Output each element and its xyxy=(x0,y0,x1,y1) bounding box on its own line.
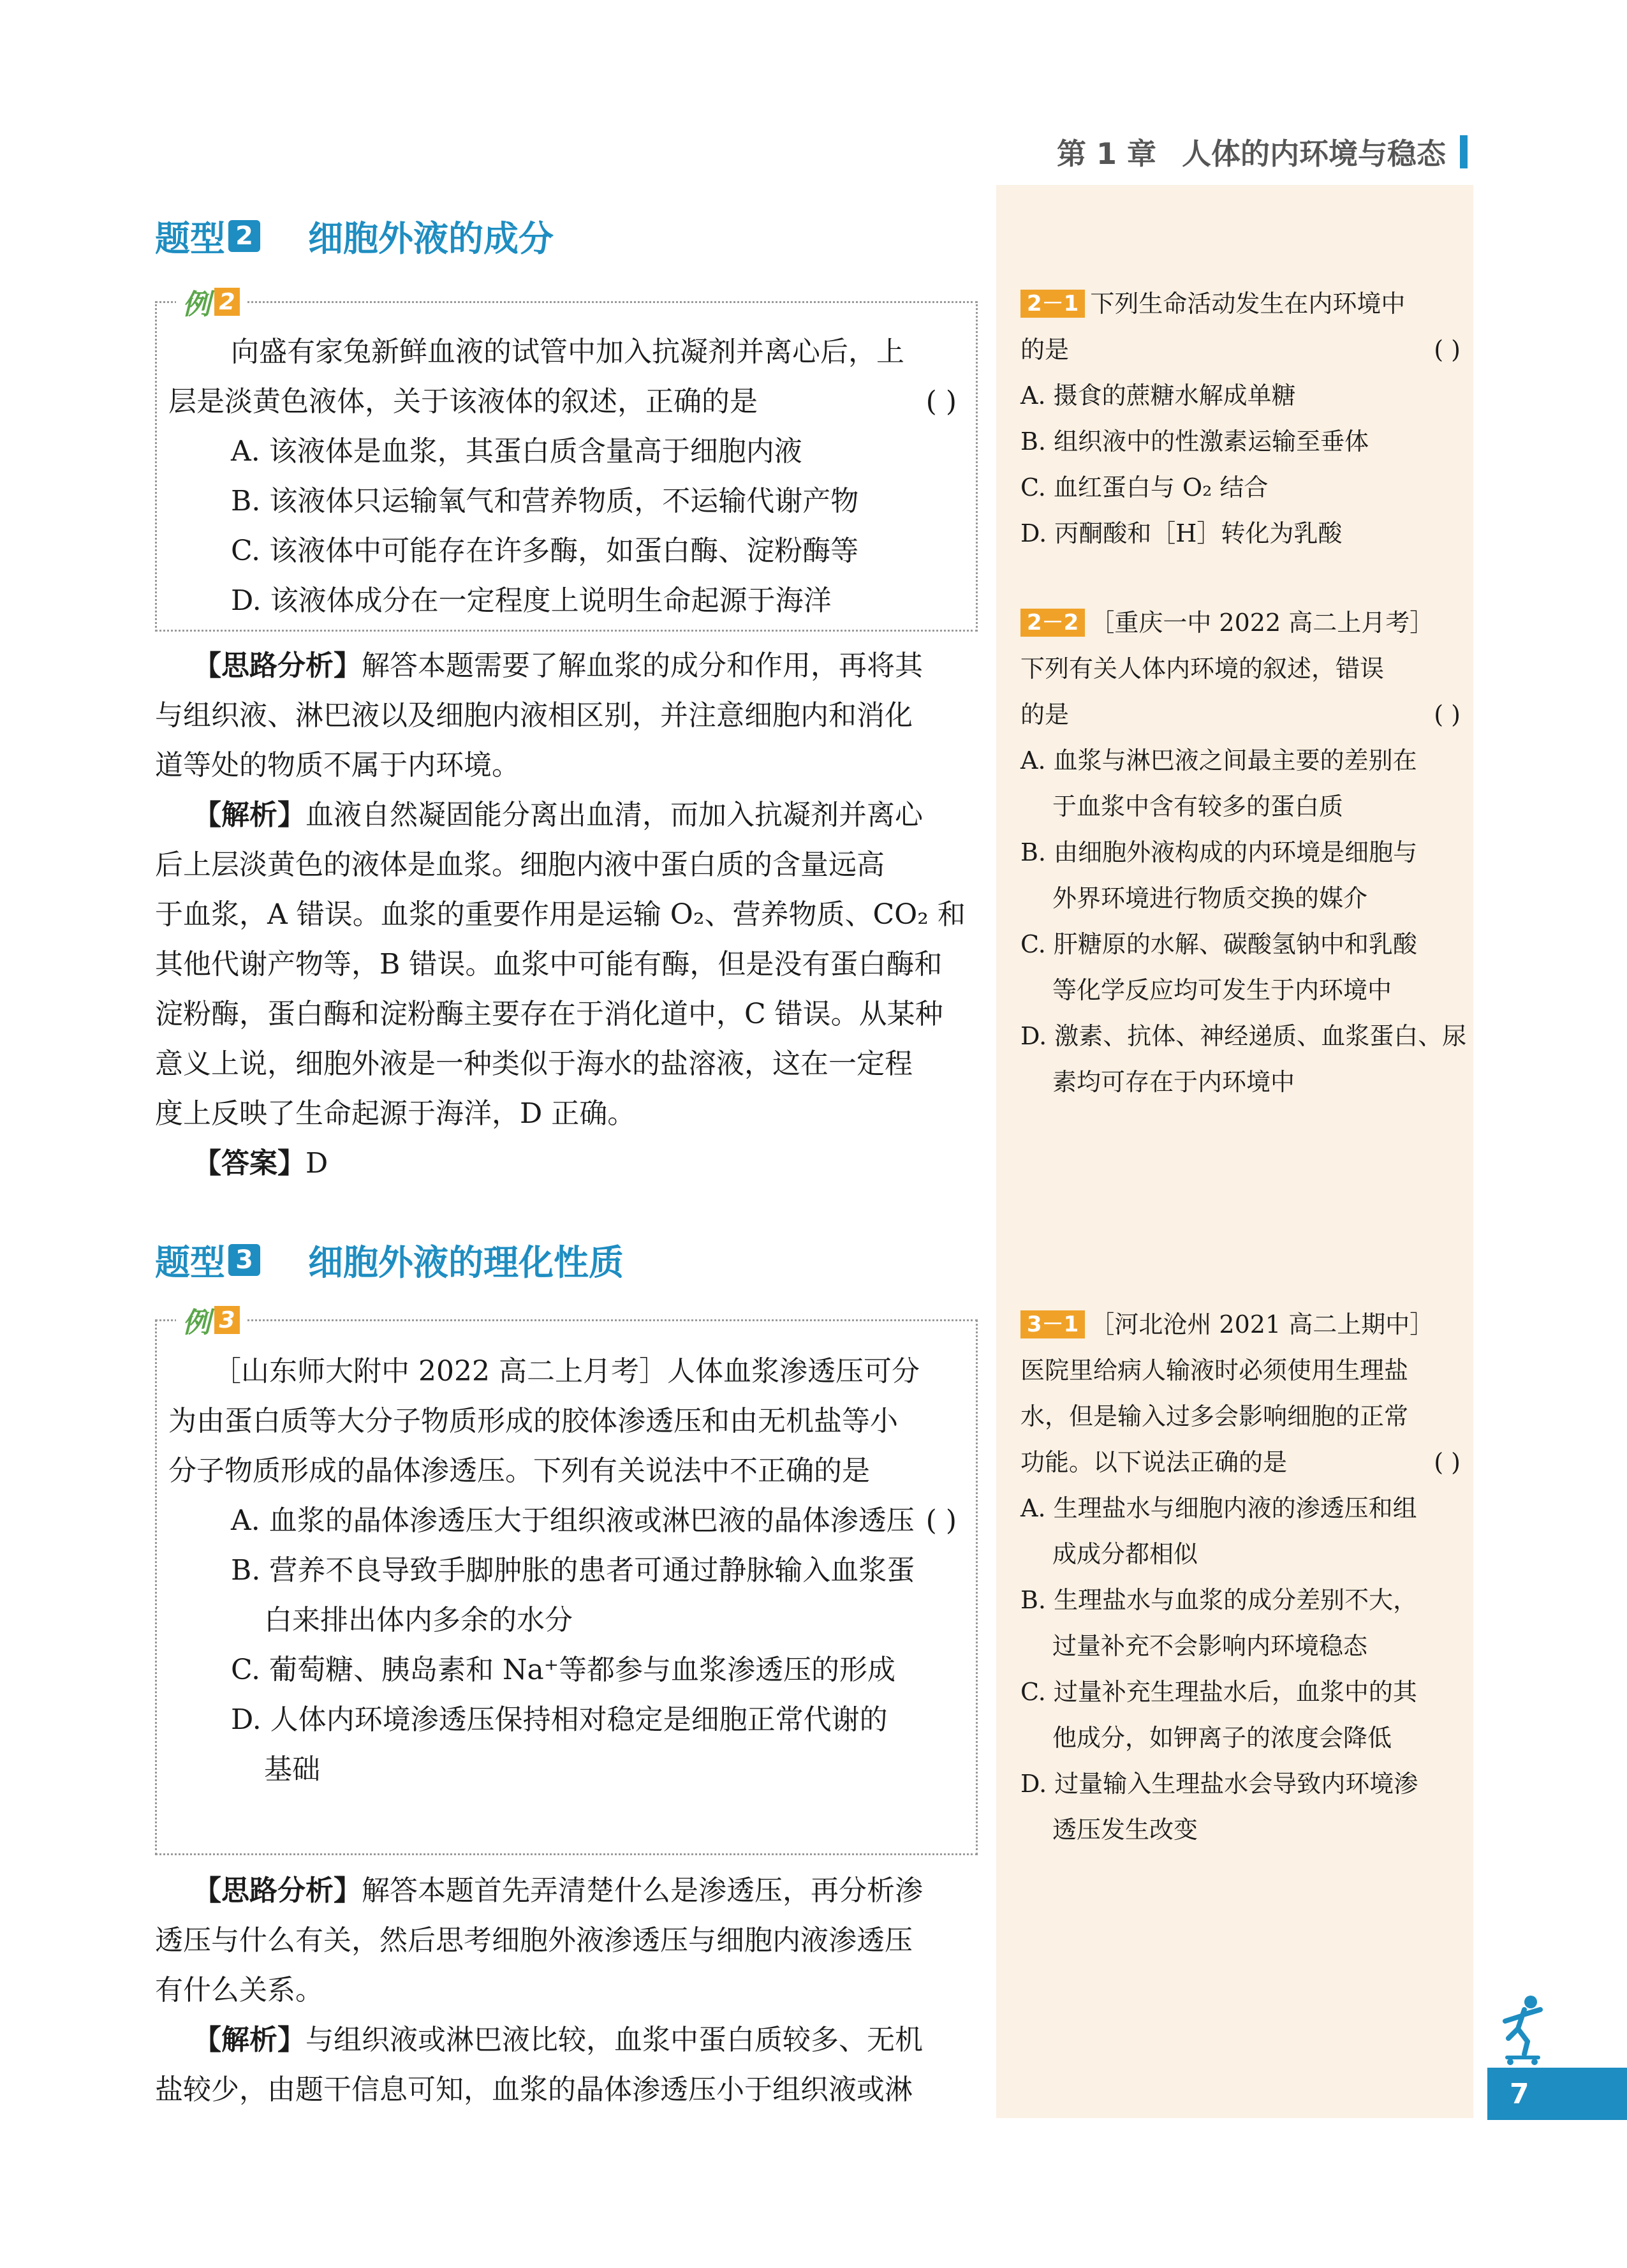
idea-line xyxy=(155,1866,984,1916)
example-number: 3 xyxy=(214,1306,240,1334)
exercise-tag: 2－2 xyxy=(1020,609,1085,637)
section-title-2 xyxy=(155,211,554,261)
option: C. 过量补充生理盐水后，血浆中的其 xyxy=(1020,1678,1417,1706)
exercise-line: 下列有关人体内环境的叙述，错误 xyxy=(1020,655,1385,683)
section-label: 题型 xyxy=(155,1242,226,1283)
option: C. 肝糖原的水解、碳酸氢钠中和乳酸 xyxy=(1020,930,1417,958)
example-tag xyxy=(176,281,246,322)
section-number: 3 xyxy=(228,1244,260,1276)
option: C. 血红蛋白与 O₂ 结合 xyxy=(1020,473,1269,501)
option: A. 该液体是血浆，其蛋白质含量高于细胞内液 xyxy=(231,435,802,468)
exercise-text: 功能。以下说法正确的是 xyxy=(1020,1448,1288,1476)
option: D. 过量输入生理盐水会导致内环境渗 xyxy=(1020,1770,1418,1798)
option-cont: 过量补充不会影响内环境稳态 xyxy=(1052,1632,1368,1660)
exercise-line xyxy=(1020,600,1461,646)
example-tag xyxy=(176,1300,246,1340)
option-cont: 透压发生改变 xyxy=(1052,1816,1198,1844)
page-number xyxy=(1487,2068,1627,2120)
answer-value: D xyxy=(306,1147,328,1180)
solution-text: 与组织液或淋巴液比较，血浆中蛋白质较多、无机 xyxy=(306,2024,923,2056)
stem-line xyxy=(157,377,976,427)
idea-label: 【思路分析】 xyxy=(193,1874,362,1907)
exercise-text: 的是 xyxy=(1020,700,1070,729)
exercise-line xyxy=(1020,327,1461,373)
exercise-tag: 3－1 xyxy=(1020,1310,1085,1338)
solution-line: 盐较少，由题干信息可知，血浆的晶体渗透压小于组织液或淋 xyxy=(155,2073,913,2106)
option-cont: 于血浆中含有较多的蛋白质 xyxy=(1052,792,1344,820)
option: D. 该液体成分在一定程度上说明生命起源于海洋 xyxy=(231,584,832,617)
answer-line xyxy=(155,1139,984,1189)
section-heading: 细胞外液的理化性质 xyxy=(308,1242,624,1283)
solution-line: 淀粉酶，蛋白酶和淀粉酶主要存在于消化道中，C 错误。从某种 xyxy=(155,998,943,1030)
idea-text: 解答本题需要了解血浆的成分和作用，再将其 xyxy=(362,649,923,682)
idea-text: 解答本题首先弄清楚什么是渗透压，再分析渗 xyxy=(362,1874,923,1907)
solution-line xyxy=(155,2015,984,2065)
solution-text: 血液自然凝固能分离出血清，而加入抗凝剂并离心 xyxy=(306,799,923,831)
exercise-line xyxy=(1020,1301,1461,1347)
solution-line: 度上反映了生命起源于海洋，D 正确。 xyxy=(155,1097,636,1130)
answer-bracket: ( ) xyxy=(925,385,957,418)
idea-line: 有什么关系。 xyxy=(155,1974,323,2006)
exercise-line xyxy=(1020,692,1461,737)
analysis-2 xyxy=(155,641,984,1189)
option-cont: 成成分都相似 xyxy=(1052,1540,1198,1568)
option: B. 该液体只运输氧气和营养物质，不运输代谢产物 xyxy=(231,485,859,517)
idea-label: 【思路分析】 xyxy=(193,649,362,682)
solution-line: 其他代谢产物等，B 错误。血浆中可能有酶，但是没有蛋白酶和 xyxy=(155,948,943,981)
section-heading: 细胞外液的成分 xyxy=(308,218,554,259)
exercise-2-2 xyxy=(1020,600,1467,1105)
option: A. 血浆与淋巴液之间最主要的差别在 xyxy=(1020,746,1417,775)
skater-icon xyxy=(1486,1990,1563,2067)
exercise-tag: 2－1 xyxy=(1020,290,1085,318)
option: A. 血浆的晶体渗透压大于组织液或淋巴液的晶体渗透压 xyxy=(231,1504,915,1537)
exercise-line xyxy=(1020,281,1461,327)
stem-line: ［山东师大附中 2022 高二上月考］人体血浆渗透压可分 xyxy=(213,1355,920,1388)
example-box-3 xyxy=(155,1307,978,1855)
idea-line: 与组织液、淋巴液以及细胞内液相区别，并注意细胞内和消化 xyxy=(155,699,913,732)
solution-line xyxy=(155,790,984,840)
exercise-text: ［河北沧州 2021 高二上期中］ xyxy=(1090,1310,1434,1338)
example-box-2 xyxy=(155,288,978,632)
example-label: 例 xyxy=(182,1307,210,1339)
solution-line: 于血浆，A 错误。血浆的重要作用是运输 O₂、营养物质、CO₂ 和 xyxy=(155,898,966,931)
exercise-text: 的是 xyxy=(1020,336,1070,364)
solution-line: 后上层淡黄色的液体是血浆。细胞内液中蛋白质的含量远高 xyxy=(155,849,885,881)
page-number-text: 7 xyxy=(1510,2077,1529,2110)
example-label: 例 xyxy=(182,288,210,321)
exercise-3-1 xyxy=(1020,1301,1461,1853)
option: C. 葡萄糖、胰岛素和 Na⁺等都参与血浆渗透压的形成 xyxy=(231,1654,896,1686)
option: A. 摄食的蔗糖水解成单糖 xyxy=(1020,382,1296,410)
option: D. 丙酮酸和［H］转化为乳酸 xyxy=(1020,519,1343,547)
option: B. 组织液中的性激素运输至垂体 xyxy=(1020,427,1369,456)
exercise-line: 水，但是输入过多会影响细胞的正常 xyxy=(1020,1402,1409,1430)
exercise-text: ［重庆一中 2022 高二上月考］ xyxy=(1090,609,1434,637)
option: B. 生理盐水与血浆的成分差别不大， xyxy=(1020,1586,1418,1614)
option-cont: 等化学反应均可发生于内环境中 xyxy=(1052,976,1392,1004)
option-cont: 素均可存在于内环境中 xyxy=(1052,1068,1295,1096)
solution-line: 意义上说，细胞外液是一种类似于海水的盐溶液，这在一定程 xyxy=(155,1048,913,1080)
option: C. 该液体中可能存在许多酶，如蛋白酶、淀粉酶等 xyxy=(231,535,859,567)
exercise-text: 下列生命活动发生在内环境中 xyxy=(1090,290,1406,318)
stem-line: 分子物质形成的晶体渗透压。下列有关说法中不正确的是 xyxy=(168,1455,870,1487)
chapter-number: 第 1 章 xyxy=(1056,137,1156,171)
solution-label: 【解析】 xyxy=(193,799,306,831)
header-accent-bar xyxy=(1460,135,1468,168)
exercise-line: 医院里给病人输液时必须使用生理盐 xyxy=(1020,1356,1409,1384)
option: D. 人体内环境渗透压保持相对稳定是细胞正常代谢的 xyxy=(231,1703,888,1736)
chapter-header xyxy=(1057,131,1468,173)
idea-line xyxy=(155,641,984,691)
section-number: 2 xyxy=(228,220,260,252)
answer-bracket: ( ) xyxy=(1434,336,1461,364)
option-cont: 外界环境进行物质交换的媒介 xyxy=(1052,884,1368,912)
stem-text: 层是淡黄色液体，关于该液体的叙述，正确的是 xyxy=(168,385,758,418)
option-cont: 基础 xyxy=(264,1753,320,1786)
idea-line: 道等处的物质不属于内环境。 xyxy=(155,749,520,782)
stem-line: 为由蛋白质等大分子物质形成的胶体渗透压和由无机盐等小 xyxy=(168,1405,898,1437)
answer-bracket: ( ) xyxy=(925,1504,957,1537)
analysis-3 xyxy=(155,1866,984,2115)
option: B. 营养不良导致手脚肿胀的患者可通过静脉输入血浆蛋 xyxy=(231,1554,915,1587)
example-number: 2 xyxy=(214,288,240,316)
option: B. 由细胞外液构成的内环境是细胞与 xyxy=(1020,838,1418,866)
stem-line: 向盛有家兔新鲜血液的试管中加入抗凝剂并离心后，上 xyxy=(231,336,904,368)
exercise-line xyxy=(1020,1439,1461,1485)
section-title-3 xyxy=(155,1234,624,1285)
exercise-2-1 xyxy=(1020,281,1461,556)
section-label: 题型 xyxy=(155,218,226,259)
answer-bracket: ( ) xyxy=(1434,1448,1461,1476)
chapter-title: 人体的内环境与稳态 xyxy=(1182,137,1446,171)
option-cont: 白来排出体内多余的水分 xyxy=(264,1604,573,1636)
option: A. 生理盐水与细胞内液的渗透压和组 xyxy=(1020,1494,1417,1522)
option-cont: 他成分，如钾离子的浓度会降低 xyxy=(1052,1724,1392,1752)
answer-label: 【答案】 xyxy=(193,1147,306,1180)
answer-bracket: ( ) xyxy=(1434,700,1461,729)
idea-line: 透压与什么有关，然后思考细胞外液渗透压与细胞内液渗透压 xyxy=(155,1924,913,1957)
solution-label: 【解析】 xyxy=(193,2024,306,2056)
option: D. 激素、抗体、神经递质、血浆蛋白、尿 xyxy=(1020,1022,1467,1050)
